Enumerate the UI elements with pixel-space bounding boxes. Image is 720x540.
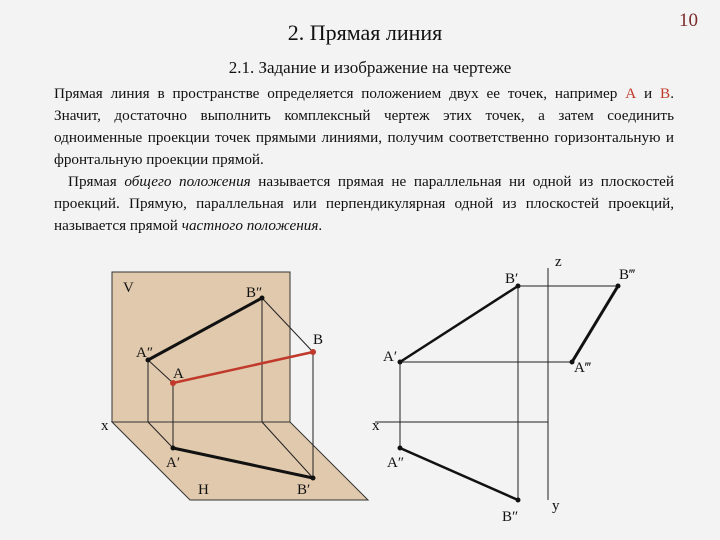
p2-middle: называется прямая не параллельная ни одной из плоскостей проекций. Прямую, параллельная или перпендикулярная одной из плоскостей проекций, называется прямой: [54, 173, 675, 234]
label-a-triple: A‴: [574, 360, 592, 376]
projection-a-b-double: [400, 448, 518, 500]
point-a-prime: [398, 360, 403, 365]
projection-profile: [572, 286, 618, 362]
label-axis-x-right: x: [372, 418, 380, 434]
label-a-horiz: A′: [166, 455, 181, 471]
point-b: [310, 349, 316, 355]
p2-general-position: общего положения: [124, 173, 251, 190]
label-a-double: A″: [387, 455, 405, 471]
label-a-front: A″: [136, 345, 154, 361]
label-b-double: B″: [502, 509, 519, 525]
p1-before-a: Прямая линия в пространстве определяется положением двух ее точек, например: [54, 85, 626, 102]
p2-particular-position: частного положения: [181, 217, 319, 234]
label-b-triple: B‴: [619, 267, 636, 283]
projection-a-b-prime: [400, 286, 518, 362]
p1-point-a: А: [625, 85, 637, 102]
page-title: 2. Прямая линия: [287, 20, 443, 45]
label-plane-v: V: [123, 280, 134, 296]
complex-drawing: [372, 254, 636, 525]
label-axis-x: x: [101, 418, 109, 434]
point-a-horiz: [171, 446, 176, 451]
section-subtitle: 2.1. Задание и изображение на чертеже: [228, 58, 512, 77]
label-axis-z: z: [555, 254, 562, 270]
label-a-prime: A′: [383, 349, 398, 365]
point-b-horiz: [311, 476, 316, 481]
label-axis-y: y: [552, 498, 560, 514]
label-a: A: [173, 366, 184, 382]
spatial-view: [101, 272, 368, 500]
p1-point-b: В: [660, 85, 671, 102]
p2-end: .: [318, 217, 323, 234]
p1-after-b: . Значит, достаточно выполнить комплексный чертеж этих точек, а затем соединить одноименные проекции точек прямыми линиями, получим соответственно горизонтальную и фронтальную проекции прямой.: [54, 85, 674, 168]
p2-before: Прямая: [68, 173, 125, 190]
point-a-double: [398, 446, 403, 451]
p1-and: и: [636, 85, 661, 102]
label-b-front: B″: [246, 285, 263, 301]
label-b-prime: B′: [505, 271, 519, 287]
page-number: 10: [679, 10, 698, 31]
label-b-horiz: B′: [297, 482, 311, 498]
label-plane-h: H: [198, 482, 209, 498]
point-b-triple: [616, 284, 621, 289]
label-b: B: [313, 332, 324, 348]
point-b-double: [516, 498, 521, 503]
